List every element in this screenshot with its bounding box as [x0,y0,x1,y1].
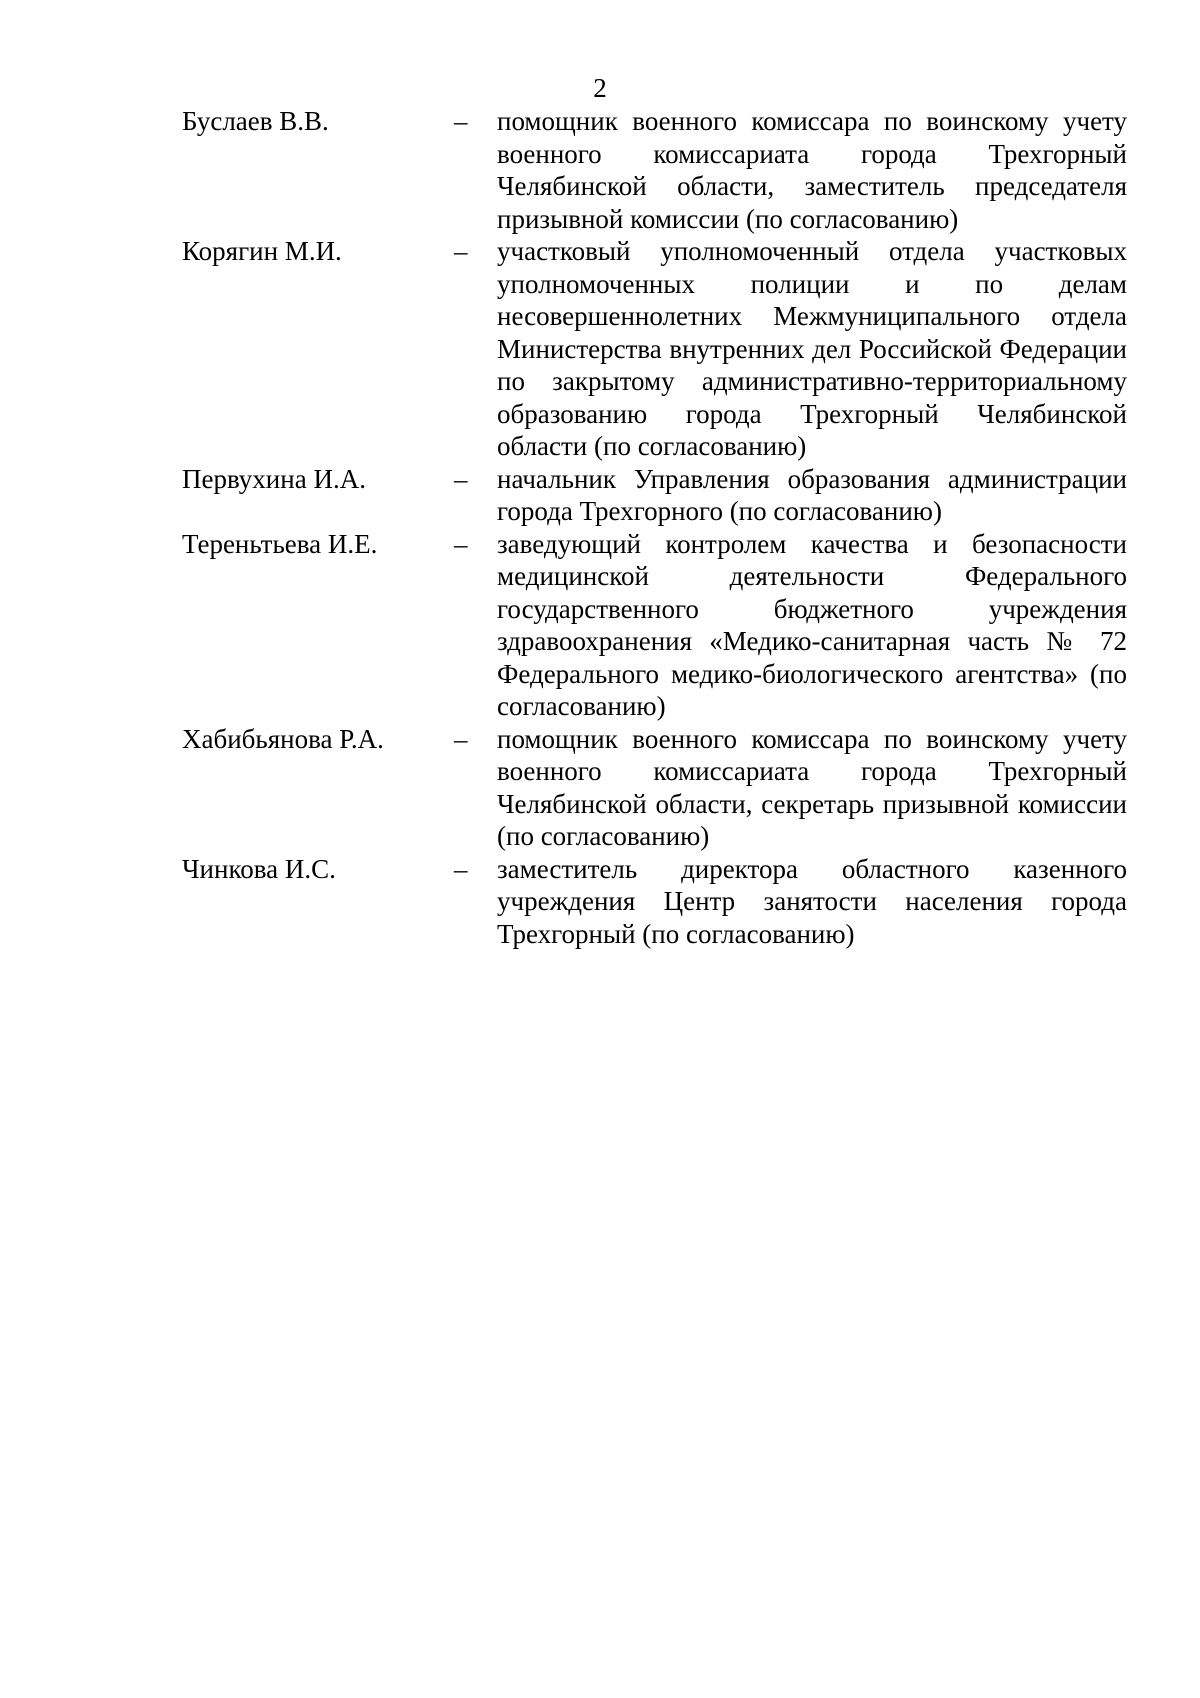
member-name: Тереньтьева И.Е. [182,528,378,559]
commission-member-list [182,105,1127,950]
page-number: 2 [593,73,607,103]
member-row-khabibyanova [182,723,1127,853]
member-row-chinkova [182,853,1127,951]
member-row-terentyeva [182,528,1127,723]
member-position: участковый уполномоченный отдела участковых уполномоченных полиции и по делам несовершеннолетних Межмуниципального отдела Министерства внутренних дел Российской Федерации по закрытому административно-территориальному образованию города Трехгорный Челябинской области (по согласованию) [497,236,1127,461]
member-row-buslaev [182,105,1127,235]
member-position: начальник Управления образования администрации города Трехгорного (по согласованию) [497,463,1127,526]
dash-separator: – [454,463,468,494]
member-row-koryagin [182,235,1127,463]
member-position: заместитель директора областного казенного учреждения Центр занятости населения города Трехгорный (по согласованию) [497,853,1127,949]
dash-separator: – [454,106,468,136]
member-name: Корягин М.И. [182,236,342,266]
member-position: помощник военного комиссара по воинскому учету военного комиссариата города Трехгорный Челябинской области, секретарь призывной комиссии (по согласованию) [497,723,1127,851]
dash-separator: – [454,236,468,266]
member-name: Чинкова И.С. [182,853,336,884]
member-name: Первухина И.А. [182,463,366,494]
dash-separator: – [454,853,468,884]
member-name: Хабибьянова Р.А. [182,723,384,754]
member-name: Буслаев В.В. [182,106,329,136]
member-row-pervukhina [182,463,1127,528]
dash-separator: – [454,723,468,754]
member-position: заведующий контролем качества и безопасности медицинской деятельности Федерального государственного бюджетного учреждения здравоохранения «Медико-санитарная часть № 72 Федерального медико-биологического агентства» (по согласованию) [497,528,1127,721]
member-position: помощник военного комиссара по воинскому учету военного комиссариата города Трехгорный Челябинской области, заместитель председателя призывной комиссии (по согласованию) [497,106,1127,234]
dash-separator: – [454,528,468,559]
